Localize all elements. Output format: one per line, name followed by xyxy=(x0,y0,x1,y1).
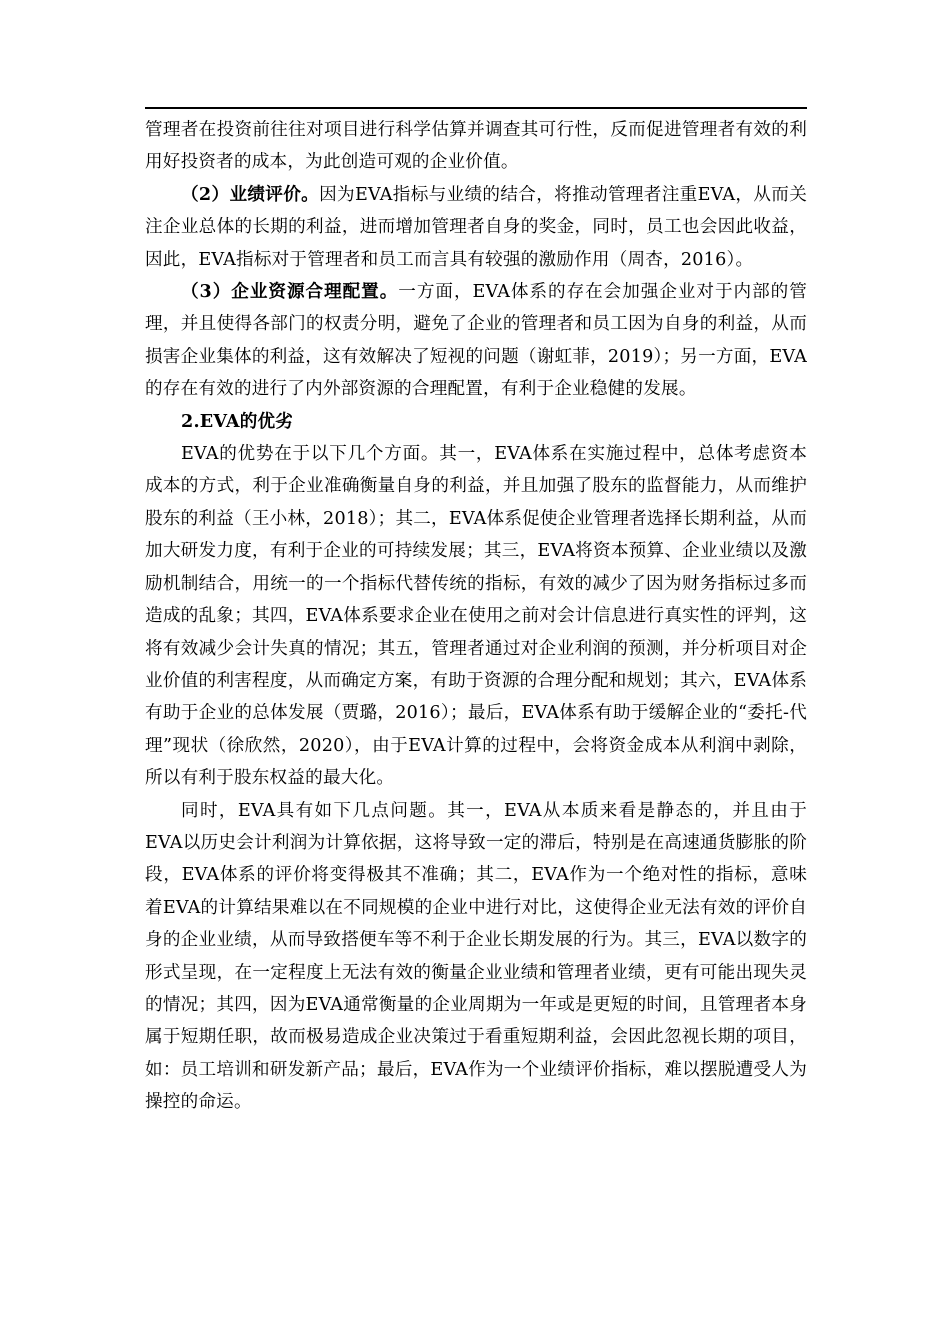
paragraph-lead: （2）业绩评价。 xyxy=(181,183,320,205)
document-body xyxy=(145,114,807,1119)
advantages-paragraph: EVA的优势在于以下几个方面。其一，EVA体系在实施过程中，总体考虑资本成本的方式，利于企业准确衡量自身的利益，并且加强了股东的监督能力，从而维护股东的利益（王小林，2018）；其二，EVA体系促使企业管理者选择长期利益，从而加大研发力度，有利于企业的可持续发展；其三，EVA将资本预算、企业业绩以及激励机制结合，用统一的一个指标代替传统的指标，有效的减少了因为财务指标过多而造成的乱象；其四，EVA体系要求企业在使用之前对会计信息进行真实性的评判，这将有效减少会计失真的情况；其五，管理者通过对企业利润的预测，并分析项目对企业价值的利害程度，从而确定方案，有助于资源的合理分配和规划；其六，EVA体系有助于企业的总体发展（贾璐，2016）；最后，EVA体系有助于缓解企业的“委托-代理”现状（徐欣然，2020），由于EVA计算的过程中，会将资金成本从利润中剥除，所以有利于股东权益的最大化。 xyxy=(145,444,807,789)
section-heading: 2.EVA的优劣 xyxy=(181,410,294,432)
paragraph-lead: （3）企业资源合理配置。 xyxy=(181,281,399,303)
continuation-paragraph: 管理者在投资前往往对项目进行科学估算并调查其可行性，反而促进管理者有效的利用好投资者的成本，为此创造可观的企业价值。 xyxy=(145,120,807,173)
performance-evaluation-paragraph xyxy=(145,179,807,276)
problems-paragraph: 同时，EVA具有如下几点问题。其一，EVA从本质来看是静态的，并且由于EVA以历史会计利润为计算依据，这将导致一定的滞后，特别是在高速通货膨胀的阶段，EVA体系的评价将变得极其不准确；其二，EVA作为一个绝对性的指标，意味着EVA的计算结果难以在不同规模的企业中进行对比，这使得企业无法有效的评价自身的企业业绩，从而导致搭便车等不利于企业长期发展的行为。其三，EVA以数字的形式呈现，在一定程度上无法有效的衡量企业业绩和管理者业绩，更有可能出现失灵的情况；其四，因为EVA通常衡量的企业周期为一年或是更短的时间，且管理者本身属于短期任职，故而极易造成企业决策过于看重短期利益，会因此忽视长期的项目，如：员工培训和研发新产品；最后，EVA作为一个业绩评价指标，难以摆脱遭受人为操控的命运。 xyxy=(145,800,807,1113)
header-divider xyxy=(145,107,807,109)
resource-allocation-paragraph xyxy=(145,276,807,406)
paragraph-text: 因为EVA指标与业绩的结合，将推动管理者注重EVA，从而关注企业总体的长期的利益，进而增加管理者自身的奖金，同时，员工也会因此收益，因此，EVA指标对于管理者和员工而言具有较强的激励作用（周杏，2016）。 xyxy=(145,184,807,270)
paragraph-text: 一方面，EVA体系的存在会加强企业对于内部的管理，并且使得各部门的权责分明，避免了企业的管理者和员工因为自身的利益，从而损害企业集体的利益，这有效解决了短视的问题（谢虹菲，2019）；另一方面，EVA的存在有效的进行了内外部资源的合理配置，有利于企业稳健的发展。 xyxy=(145,282,807,400)
